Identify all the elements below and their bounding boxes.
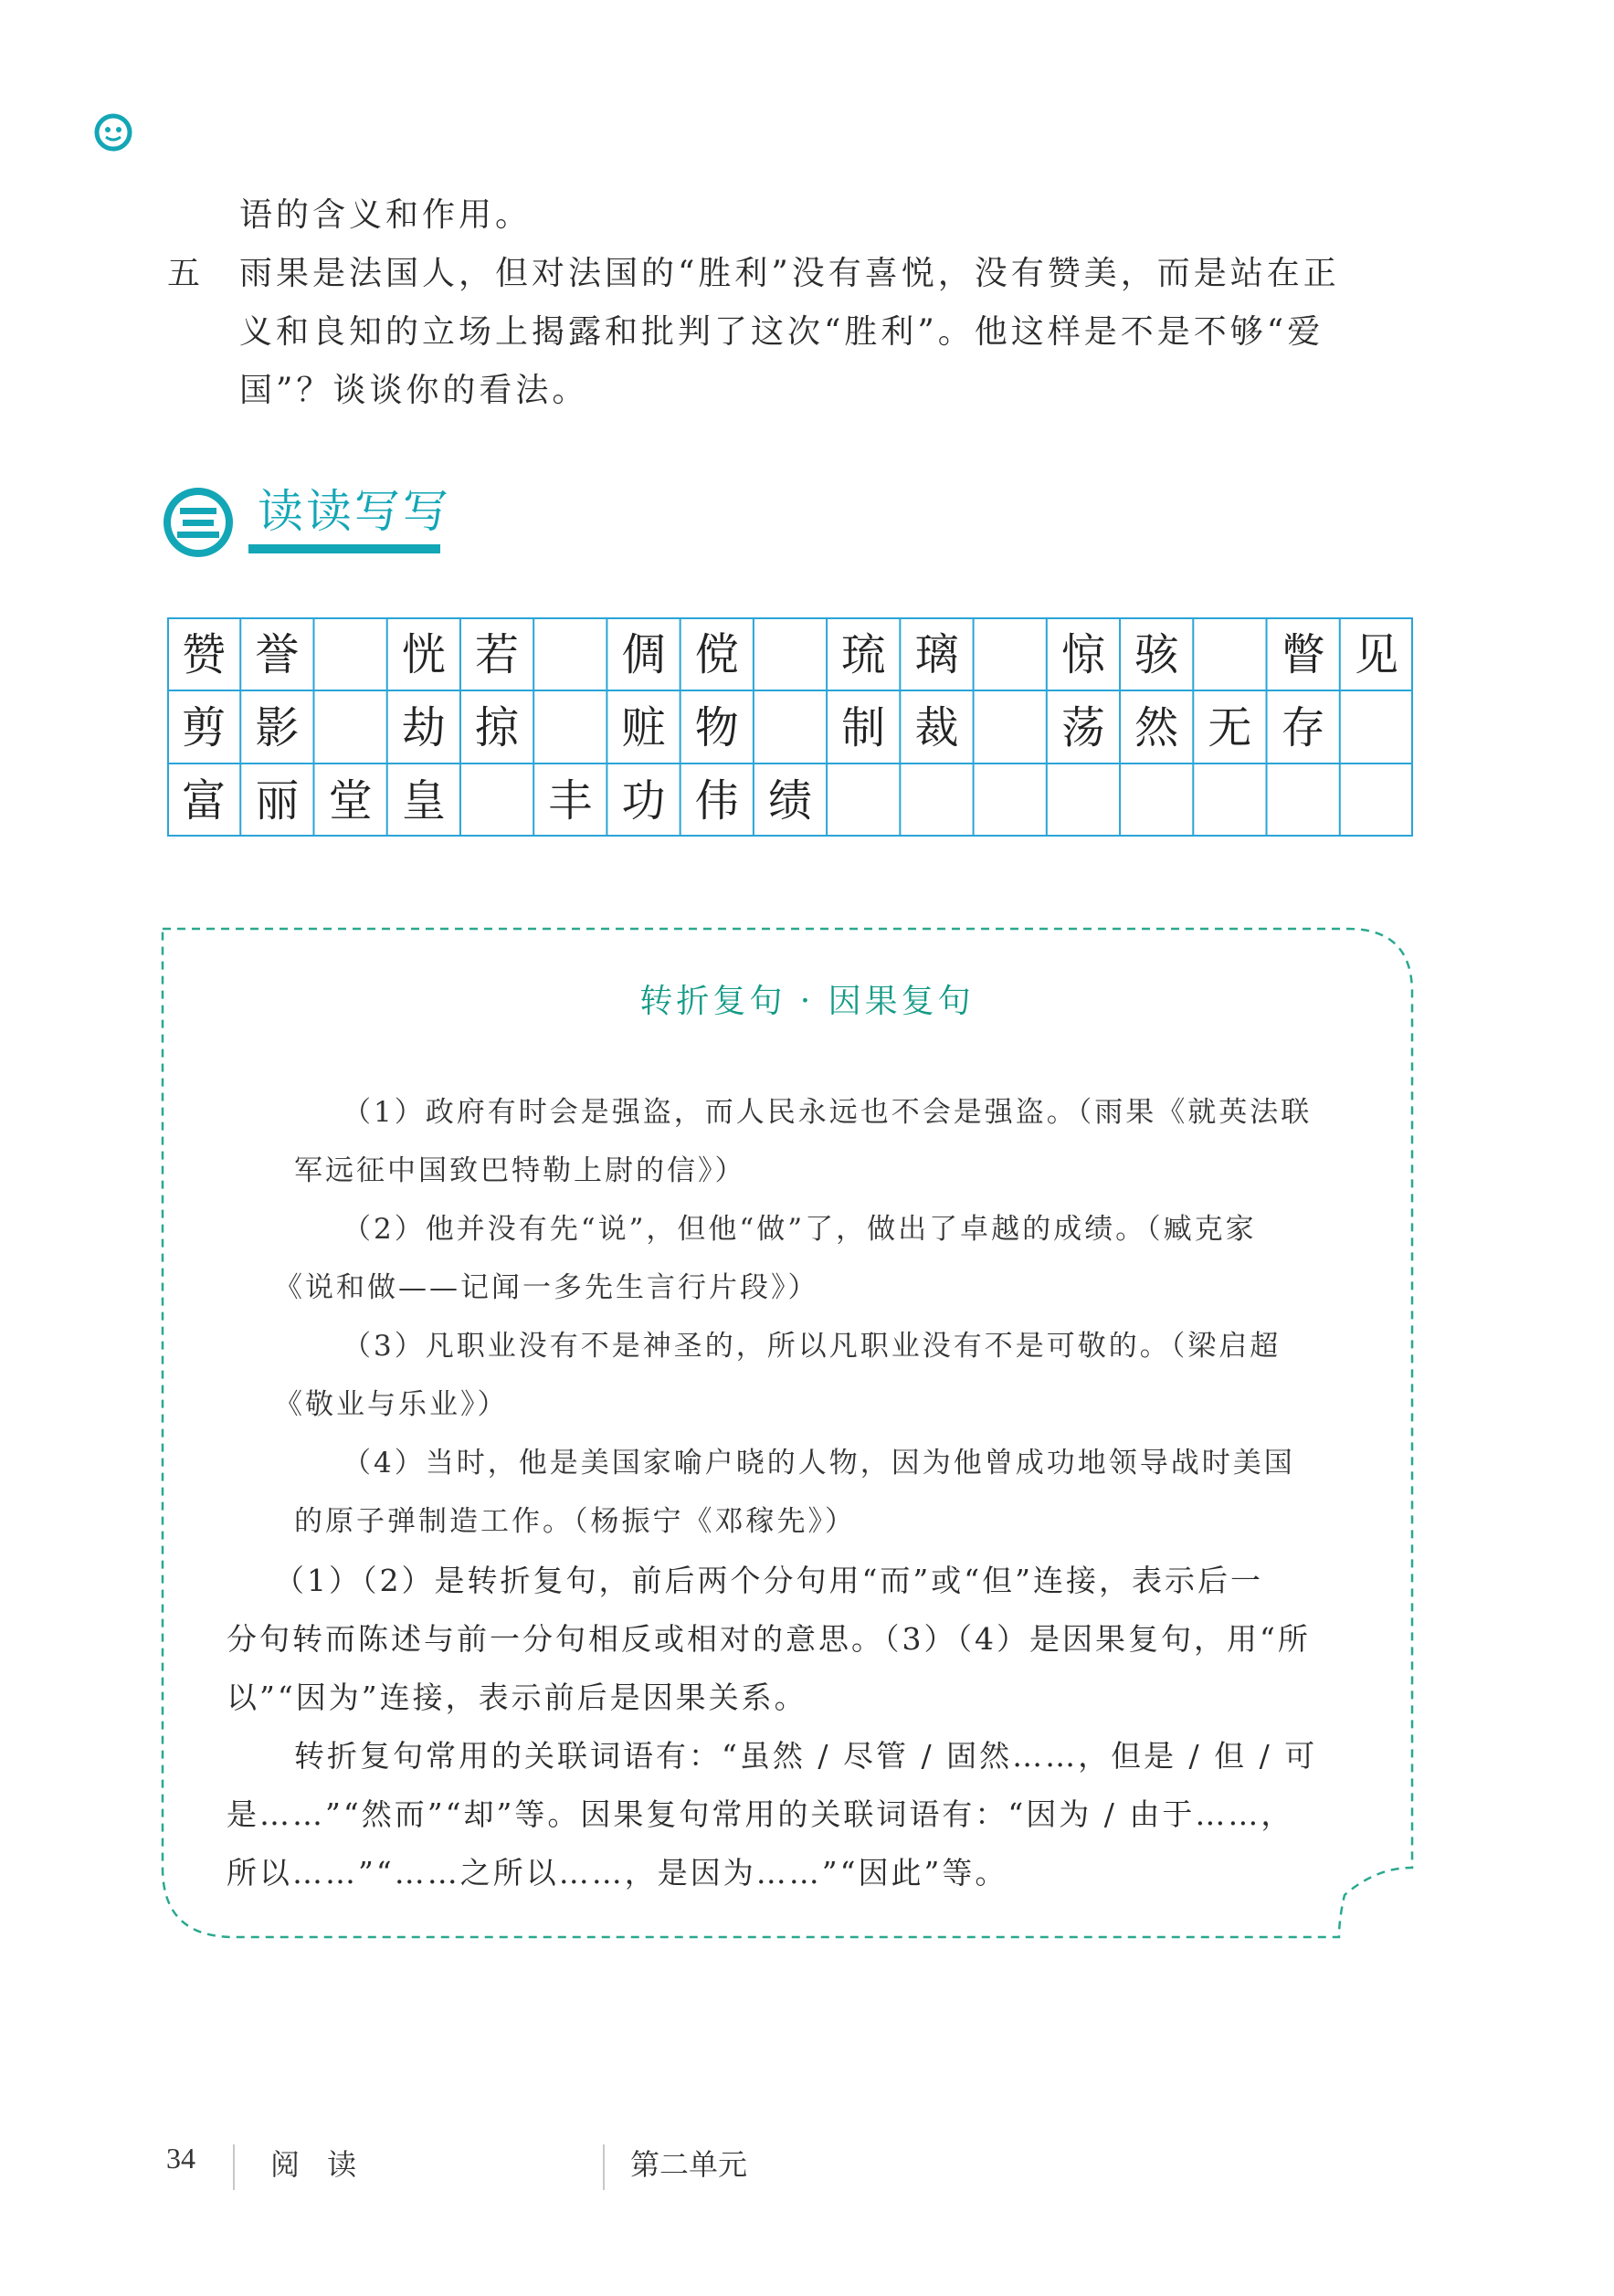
grid-character: 赞 [182,629,227,680]
grid-character: 恍 [401,629,446,680]
grid-character: 无 [1208,702,1252,753]
grid-character: 影 [255,702,300,753]
grid-character: 绩 [767,775,813,827]
grid-character: 裁 [914,702,959,753]
grid-character: 傥 [694,629,739,680]
grid-character: 荡 [1060,702,1105,753]
example-sentence: 的原子弹制造工作。（杨振宁《邓稼先》） [294,1505,856,1538]
smiley-icon [93,112,133,153]
exercise-continuation: 语的含义和作用。 [239,196,533,234]
grid-character: 惊 [1060,629,1105,680]
grid-character: 倜 [621,629,666,680]
knowledge-title: 转折复句 · 因果复句 [639,983,975,1020]
grid-character: 琉 [841,629,886,680]
exercise-line: 国”？谈谈你的看法。 [239,372,589,409]
grid-character: 丰 [548,775,593,827]
explanation-text: （1）（2）是转折复句，前后两个分句用“而”或“但”连接，表示后一 [274,1563,1263,1598]
footer-divider [233,2144,235,2190]
explanation-text: 以”“因为”连接，表示前后是因果关系。 [227,1680,807,1715]
grid-character: 剪 [182,702,227,753]
example-sentence: （1）政府有时会是强盗，而人民永远也不会是强盗。（雨果《就英法联 [343,1096,1313,1129]
grid-character: 堂 [328,775,373,827]
explanation-text: 所以……”“……之所以……，是因为……”“因此”等。 [227,1855,1008,1891]
grid-character: 誉 [255,629,300,680]
explanation-text: 分句转而陈述与前一分句相反或相对的意思。（3）（4）是因果复句，用“所 [227,1621,1311,1657]
grid-character: 掠 [475,702,520,753]
grid-character: 骇 [1134,629,1179,680]
word-writing-grid [167,617,1413,837]
exercise-line: 义和良知的立场上揭露和批判了这次“胜利”。他这样是不是不够“爱 [239,313,1324,351]
grid-character: 富 [182,775,227,827]
grid-character: 然 [1134,702,1179,753]
example-sentence: （3）凡职业没有不是神圣的，所以凡职业没有不是可敬的。（梁启超 [343,1330,1282,1363]
footer-unit: 第二单元 [630,2147,748,2182]
section-title-underline [248,544,440,553]
grid-character: 制 [841,702,886,753]
example-sentence: 军远征中国致巴特勒上尉的信》） [294,1154,746,1187]
exercise-number: 五 [167,255,201,292]
grid-character: 若 [475,629,520,680]
exercise-line: 雨果是法国人，但对法国的“胜利”没有喜悦，没有赞美，而是站在正 [239,255,1340,292]
grid-character: 物 [694,702,739,753]
example-sentence: 《说和做——记闻一多先生言行片段》） [274,1271,819,1304]
grid-character: 皇 [401,775,446,827]
grid-character: 璃 [914,629,959,680]
section-title: 读读写写 [258,485,451,538]
grid-character: 伟 [694,775,739,827]
footer-divider [603,2144,605,2190]
footer-section: 阅 读 [270,2147,366,2182]
example-sentence: 《敬业与乐业》） [274,1388,509,1421]
example-sentence: （4）当时，他是美国家喻户晓的人物，因为他曾成功地领导战时美国 [343,1447,1295,1480]
grid-character: 劫 [401,702,446,753]
grid-character: 功 [621,775,666,827]
grid-character: 见 [1354,629,1398,680]
example-sentence: （2）他并没有先“说”，但他“做”了，做出了卓越的成绩。（臧克家 [343,1213,1257,1246]
grid-character: 瞥 [1281,629,1325,680]
grid-character: 存 [1281,702,1325,753]
page-number: 34 [166,2142,195,2175]
section-badge [162,486,235,559]
explanation-text: 转折复句常用的关联词语有：“虽然 / 尽管 / 固然……，但是 / 但 / 可 [294,1738,1318,1774]
explanation-text: 是……”“然而”“却”等。因果复句常用的关联词语有：“因为 / 由于……， [227,1796,1294,1832]
grid-character: 赃 [621,702,666,753]
grid-character: 丽 [255,775,300,827]
knowledge-box-border [161,927,1414,1939]
